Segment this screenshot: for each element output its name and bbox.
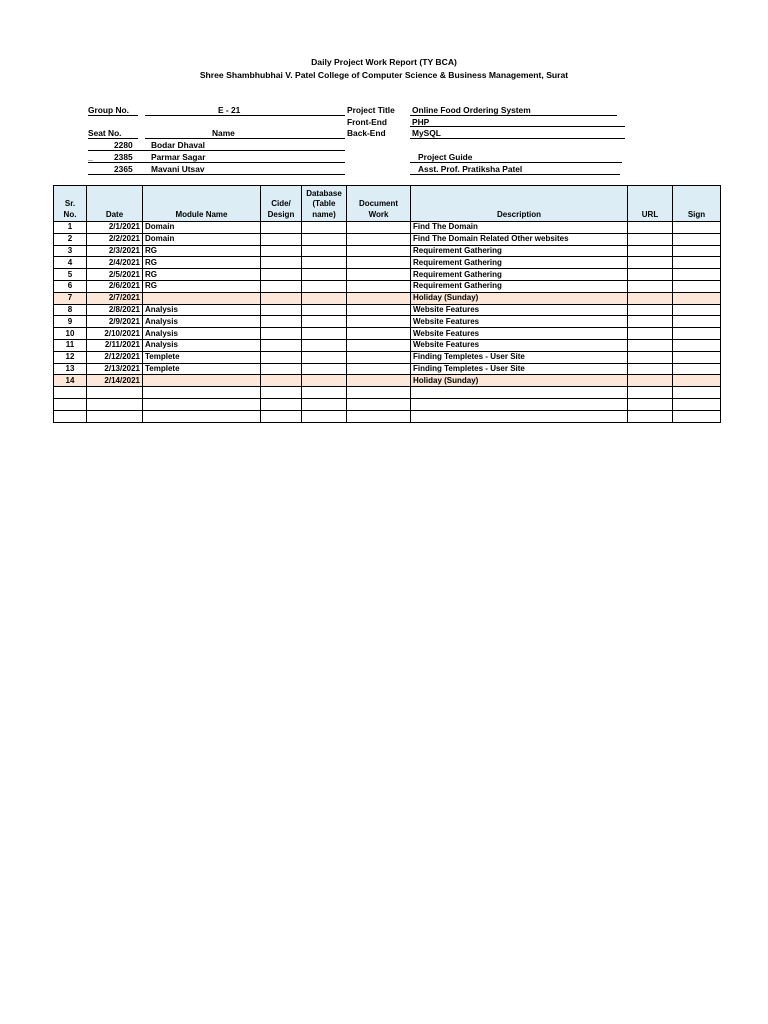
cell-description: Website Features — [411, 316, 628, 328]
cell-database — [302, 316, 347, 328]
cell-database — [302, 398, 347, 410]
cell-code-design — [261, 363, 302, 375]
cell-sr-no: 6 — [54, 280, 87, 292]
cell-description: Holiday (Sunday) — [411, 292, 628, 304]
cell-module-name: Analysis — [143, 316, 261, 328]
cell-module-name — [143, 398, 261, 410]
cell-database — [302, 410, 347, 422]
cell-description: Website Features — [411, 339, 628, 351]
cell-url — [628, 304, 673, 316]
frontend-value: PHP — [412, 117, 430, 127]
cell-database — [302, 328, 347, 340]
cell-database — [302, 222, 347, 234]
cell-sign — [673, 316, 721, 328]
cell-sr-no: 12 — [54, 351, 87, 363]
cell-description — [411, 410, 628, 422]
cell-document-work — [347, 339, 411, 351]
cell-document-work — [347, 222, 411, 234]
table-row — [54, 245, 721, 257]
member-row-2-underline — [88, 162, 345, 163]
cell-module-name: Templete — [143, 363, 261, 375]
cell-module-name — [143, 387, 261, 399]
report-title: Daily Project Work Report (TY BCA) — [311, 57, 457, 67]
cell-url — [628, 387, 673, 399]
header-description: Description — [411, 186, 628, 222]
header-module-name: Module Name — [143, 186, 261, 222]
cell-document-work — [347, 351, 411, 363]
cell-date — [87, 398, 143, 410]
cell-date: 2/8/2021 — [87, 304, 143, 316]
table-row — [54, 339, 721, 351]
cell-description: Requirement Gathering — [411, 245, 628, 257]
name-label: Name — [212, 128, 235, 138]
cell-code-design — [261, 304, 302, 316]
cell-sign — [673, 280, 721, 292]
cell-code-design — [261, 328, 302, 340]
cell-url — [628, 222, 673, 234]
cell-description — [411, 398, 628, 410]
header-date: Date — [87, 186, 143, 222]
cell-url — [628, 410, 673, 422]
cell-date: 2/6/2021 — [87, 280, 143, 292]
header-document-work: Document Work — [347, 186, 411, 222]
cell-sr-no: 10 — [54, 328, 87, 340]
cell-sr-no: 1 — [54, 222, 87, 234]
project-title-value: Online Food Ordering System — [412, 105, 531, 115]
cell-url — [628, 233, 673, 245]
cell-description: Holiday (Sunday) — [411, 375, 628, 387]
cell-sign — [673, 410, 721, 422]
cell-code-design — [261, 339, 302, 351]
table-header-row — [54, 186, 721, 222]
backend-value: MySQL — [412, 128, 441, 138]
cell-url — [628, 351, 673, 363]
header-code-design: Cide/ Design — [261, 186, 302, 222]
cell-sign — [673, 222, 721, 234]
cell-date: 2/12/2021 — [87, 351, 143, 363]
cell-sign — [673, 304, 721, 316]
cell-description: Find The Domain Related Other websites — [411, 233, 628, 245]
cell-database — [302, 233, 347, 245]
cell-sign — [673, 398, 721, 410]
cell-sr-no — [54, 398, 87, 410]
table-row — [54, 375, 721, 387]
cell-date: 2/13/2021 — [87, 363, 143, 375]
table-row — [54, 292, 721, 304]
cell-date — [87, 410, 143, 422]
cell-code-design — [261, 398, 302, 410]
cell-database — [302, 363, 347, 375]
member-2-prefix: _ — [88, 152, 93, 162]
cell-module-name: Analysis — [143, 328, 261, 340]
header-url: URL — [628, 186, 673, 222]
cell-module-name: Domain — [143, 233, 261, 245]
name-label-underline — [145, 138, 345, 139]
guide-label-underline — [410, 162, 622, 163]
header-database: Database (Table name) — [302, 186, 347, 222]
cell-database — [302, 245, 347, 257]
table-row — [54, 316, 721, 328]
cell-code-design — [261, 280, 302, 292]
cell-code-design — [261, 292, 302, 304]
cell-document-work — [347, 304, 411, 316]
member-name-1: Bodar Dhaval — [151, 140, 205, 150]
cell-description: Finding Templetes - User Site — [411, 363, 628, 375]
cell-code-design — [261, 269, 302, 281]
cell-description: Find The Domain — [411, 222, 628, 234]
cell-description — [411, 387, 628, 399]
cell-database — [302, 269, 347, 281]
cell-date: 2/4/2021 — [87, 257, 143, 269]
cell-sign — [673, 351, 721, 363]
cell-document-work — [347, 328, 411, 340]
cell-sr-no: 5 — [54, 269, 87, 281]
cell-module-name: Analysis — [143, 304, 261, 316]
table-row — [54, 351, 721, 363]
cell-module-name: RG — [143, 257, 261, 269]
cell-date: 2/9/2021 — [87, 316, 143, 328]
group-no-value: E - 21 — [218, 105, 241, 115]
member-seat-2: 2385 — [114, 152, 133, 162]
cell-document-work — [347, 398, 411, 410]
cell-code-design — [261, 245, 302, 257]
table-row — [54, 222, 721, 234]
member-row-3-underline — [88, 174, 345, 175]
cell-module-name: RG — [143, 269, 261, 281]
backend-label: Back-End — [347, 128, 386, 138]
cell-database — [302, 387, 347, 399]
cell-description: Website Features — [411, 328, 628, 340]
cell-code-design — [261, 351, 302, 363]
group-value-underline — [145, 115, 345, 116]
table-row — [54, 363, 721, 375]
cell-module-name — [143, 292, 261, 304]
cell-date: 2/7/2021 — [87, 292, 143, 304]
cell-date: 2/14/2021 — [87, 375, 143, 387]
header-sr-no: Sr. No. — [54, 186, 87, 222]
group-label-underline — [88, 115, 138, 116]
cell-sign — [673, 387, 721, 399]
cell-sr-no: 2 — [54, 233, 87, 245]
cell-document-work — [347, 269, 411, 281]
cell-date: 2/10/2021 — [87, 328, 143, 340]
cell-sign — [673, 375, 721, 387]
cell-database — [302, 304, 347, 316]
cell-database — [302, 292, 347, 304]
cell-url — [628, 339, 673, 351]
cell-sign — [673, 269, 721, 281]
cell-document-work — [347, 245, 411, 257]
cell-url — [628, 269, 673, 281]
table-row — [54, 398, 721, 410]
cell-sign — [673, 245, 721, 257]
cell-url — [628, 398, 673, 410]
guide-value-underline — [410, 174, 620, 175]
cell-code-design — [261, 233, 302, 245]
cell-database — [302, 257, 347, 269]
cell-description: Finding Templetes - User Site — [411, 351, 628, 363]
cell-url — [628, 245, 673, 257]
cell-document-work — [347, 316, 411, 328]
cell-document-work — [347, 387, 411, 399]
table-row — [54, 304, 721, 316]
project-title-underline — [410, 115, 617, 116]
cell-sign — [673, 257, 721, 269]
frontend-underline — [410, 126, 625, 127]
cell-url — [628, 257, 673, 269]
cell-code-design — [261, 410, 302, 422]
cell-code-design — [261, 387, 302, 399]
cell-module-name: RG — [143, 280, 261, 292]
member-seat-3: 2365 — [114, 164, 133, 174]
cell-sr-no: 11 — [54, 339, 87, 351]
cell-module-name: RG — [143, 245, 261, 257]
cell-date — [87, 387, 143, 399]
cell-document-work — [347, 410, 411, 422]
cell-document-work — [347, 292, 411, 304]
table-row — [54, 233, 721, 245]
cell-date: 2/2/2021 — [87, 233, 143, 245]
project-guide-value: Asst. Prof. Pratiksha Patel — [418, 164, 523, 174]
cell-sign — [673, 339, 721, 351]
cell-sr-no: 8 — [54, 304, 87, 316]
table-body — [54, 222, 721, 423]
cell-sr-no: 4 — [54, 257, 87, 269]
member-seat-1: 2280 — [114, 140, 133, 150]
group-no-label: Group No. — [88, 105, 129, 115]
frontend-label: Front-End — [347, 117, 388, 127]
cell-code-design — [261, 316, 302, 328]
project-guide-label: Project Guide — [418, 152, 473, 162]
cell-description: Requirement Gathering — [411, 269, 628, 281]
table-row — [54, 328, 721, 340]
cell-code-design — [261, 222, 302, 234]
cell-code-design — [261, 257, 302, 269]
table-row — [54, 280, 721, 292]
cell-sr-no: 7 — [54, 292, 87, 304]
cell-description: Website Features — [411, 304, 628, 316]
cell-date: 2/5/2021 — [87, 269, 143, 281]
cell-sr-no: 13 — [54, 363, 87, 375]
cell-code-design — [261, 375, 302, 387]
member-name-3: Mavani Utsav — [151, 164, 205, 174]
member-row-1-underline — [88, 150, 345, 151]
seat-no-label: Seat No. — [88, 128, 122, 138]
table-row — [54, 269, 721, 281]
table-row — [54, 257, 721, 269]
cell-date: 2/3/2021 — [87, 245, 143, 257]
cell-document-work — [347, 280, 411, 292]
cell-database — [302, 351, 347, 363]
cell-module-name: Domain — [143, 222, 261, 234]
backend-underline — [410, 138, 625, 139]
cell-database — [302, 375, 347, 387]
cell-description: Requirement Gathering — [411, 257, 628, 269]
table-row — [54, 410, 721, 422]
cell-document-work — [347, 257, 411, 269]
cell-date: 2/1/2021 — [87, 222, 143, 234]
project-title-label: Project Title — [347, 105, 395, 115]
cell-document-work — [347, 233, 411, 245]
cell-document-work — [347, 363, 411, 375]
cell-sr-no: 9 — [54, 316, 87, 328]
cell-sr-no: 14 — [54, 375, 87, 387]
header-sign: Sign — [673, 186, 721, 222]
cell-sign — [673, 233, 721, 245]
cell-url — [628, 292, 673, 304]
cell-module-name: Analysis — [143, 339, 261, 351]
cell-sr-no — [54, 387, 87, 399]
cell-sign — [673, 363, 721, 375]
cell-date: 2/11/2021 — [87, 339, 143, 351]
cell-description: Requirement Gathering — [411, 280, 628, 292]
cell-module-name — [143, 375, 261, 387]
work-report-table — [53, 185, 721, 423]
cell-sr-no — [54, 410, 87, 422]
cell-sign — [673, 328, 721, 340]
college-name: Shree Shambhubhai V. Patel College of Computer Science & Business Management, Surat — [199, 70, 569, 80]
cell-module-name: Templete — [143, 351, 261, 363]
member-name-2: Parmar Sagar — [151, 152, 206, 162]
cell-url — [628, 280, 673, 292]
seat-label-underline — [88, 138, 138, 139]
cell-document-work — [347, 375, 411, 387]
cell-url — [628, 363, 673, 375]
cell-sign — [673, 292, 721, 304]
cell-database — [302, 280, 347, 292]
cell-sr-no: 3 — [54, 245, 87, 257]
cell-url — [628, 375, 673, 387]
cell-database — [302, 339, 347, 351]
cell-module-name — [143, 410, 261, 422]
cell-url — [628, 316, 673, 328]
table-row — [54, 387, 721, 399]
cell-url — [628, 328, 673, 340]
